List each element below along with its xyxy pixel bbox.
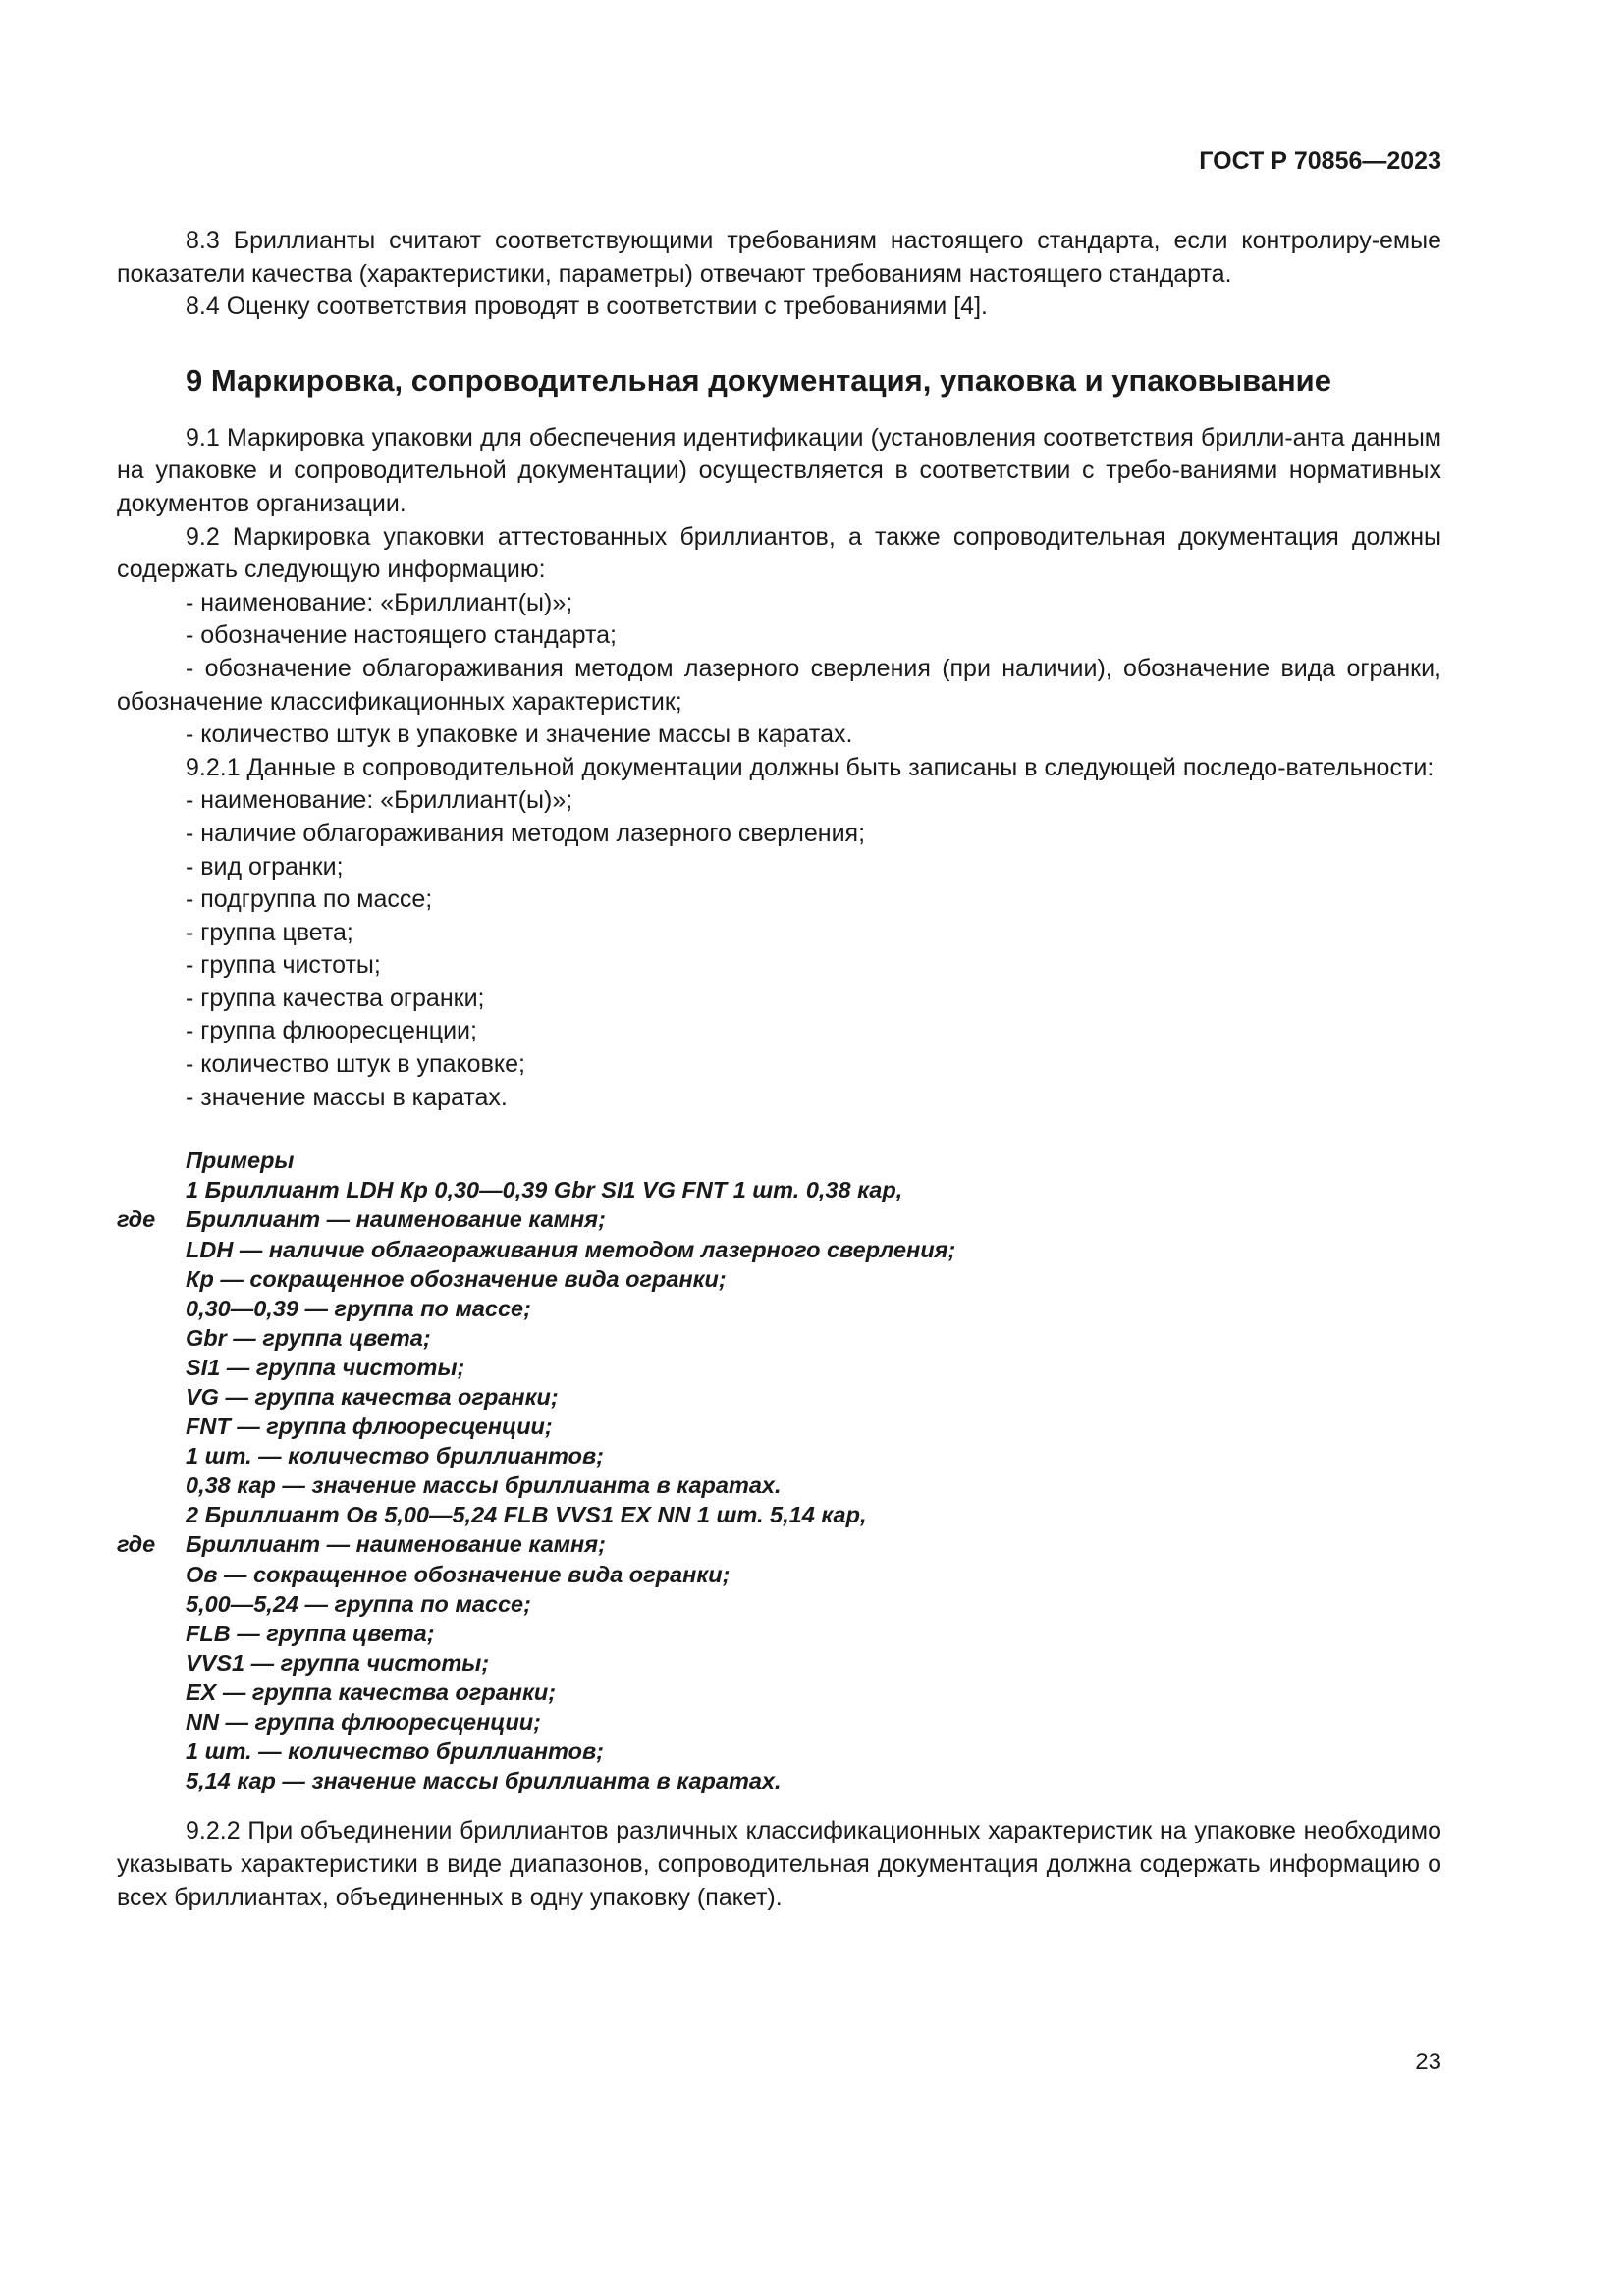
example-line: FLB — группа цвета; xyxy=(186,1620,435,1646)
examples-block xyxy=(117,1146,1441,1795)
example-line xyxy=(117,1204,1441,1234)
example-line: 0,38 кар — значение массы бриллианта в каратах. xyxy=(186,1472,782,1499)
example-line: 1 шт. — количество бриллиантов; xyxy=(186,1443,604,1469)
example-line: SI1 — группа чистоты; xyxy=(186,1354,465,1380)
list-item: - значение массы в каратах. xyxy=(186,1083,508,1111)
where-label: где xyxy=(117,1206,156,1233)
paragraph-9-1: 9.1 Маркировка упаковки для обеспечения идентификации (установления соответствия брилли-анта данным на упаковке и сопроводительной документации) осуществляется в соответствии с требо-ваниями нормативных документов организации. xyxy=(117,423,1441,517)
list-item: - наименование: «Бриллиант(ы)»; xyxy=(186,786,573,815)
page-number: 23 xyxy=(1415,2049,1441,2075)
paragraph-9-2: 9.2 Маркировка упаковки аттестованных бриллиантов, а также сопроводительная документация должны содержать следующую информацию: xyxy=(117,522,1441,584)
list-item: - группа качества огранки; xyxy=(186,984,485,1012)
example-line: Gbr — группа цвета; xyxy=(186,1324,431,1351)
example-line xyxy=(117,1529,1441,1559)
list-item: - обозначение настоящего стандарта; xyxy=(186,621,617,650)
example-line: 5,14 кар — значение массы бриллианта в каратах. xyxy=(186,1768,782,1794)
page-content xyxy=(117,225,1441,1914)
list-item: - группа цвета; xyxy=(186,918,353,946)
example-line: 0,30—0,39 — группа по массе; xyxy=(186,1295,531,1321)
standard-id: ГОСТ Р 70856—2023 xyxy=(1199,147,1441,175)
list-item: - группа чистоты; xyxy=(186,951,381,980)
list-item: - наименование: «Бриллиант(ы)»; xyxy=(186,588,573,616)
example-line: VVS1 — группа чистоты; xyxy=(186,1649,490,1676)
paragraph-8-4: 8.4 Оценку соответствия проводят в соответствии с требованиями [4]. xyxy=(186,293,988,321)
example-line: VG — группа качества огранки; xyxy=(186,1384,559,1410)
example-line: EX — группа качества огранки; xyxy=(186,1679,557,1705)
list-item: - группа флюоресценции; xyxy=(186,1017,477,1045)
paragraph-9-2-1: 9.2.1 Данные в сопроводительной документации должны быть записаны в следующей последо-вательности: xyxy=(186,753,1435,781)
example-line: LDH — наличие облагораживания методом лазерного сверления; xyxy=(186,1236,956,1262)
example-line: NN — группа флюоресценции; xyxy=(186,1709,541,1735)
example-line: FNT — группа флюоресценции; xyxy=(186,1414,553,1440)
example-line-text: Бриллиант — наименование камня; xyxy=(186,1531,606,1558)
where-label: где xyxy=(117,1531,156,1558)
example-line: Кр — сокращенное обозначение вида огранки; xyxy=(186,1265,727,1292)
list-item: - вид огранки; xyxy=(186,852,344,881)
list-item: - подгруппа по массе; xyxy=(186,885,433,914)
example-line-text: Бриллиант — наименование камня; xyxy=(186,1206,606,1233)
list-item: - количество штук в упаковке; xyxy=(186,1050,525,1079)
paragraph-9-2-2: 9.2.2 При объединении бриллиантов различных классификационных характеристик на упаковке необходимо указывать характеристики в виде диапазонов, сопроводительная документация должна содержать информацию о всех бриллиантах, объединенных в одну упаковку (пакет). xyxy=(117,1817,1441,1911)
example-line: 5,00—5,24 — группа по массе; xyxy=(186,1590,531,1617)
paragraph-8-3: 8.3 Бриллианты считают соответствующими требованиям настоящего стандарта, если контролиру-емые показатели качества (характеристики, параметры) отвечают требованиям настоящего стандарта. xyxy=(117,227,1441,288)
list-item: - количество штук в упаковке и значение массы в каратах. xyxy=(186,721,853,749)
example-2-title: 2 Бриллиант Ов 5,00—5,24 FLB VVS1 EX NN 1 шт. 5,14 кар, xyxy=(186,1502,867,1528)
example-1-title: 1 Бриллиант LDH Кр 0,30—0,39 Gbr SI1 VG FNT 1 шт. 0,38 кар, xyxy=(186,1177,903,1203)
section-9-heading: 9 Маркировка, сопроводительная документация, упаковка и упаковывание xyxy=(186,362,1331,398)
list-item: - обозначение облагораживания методом лазерного сверления (при наличии), обозначение вида огранки, обозначение классификационных характеристик; xyxy=(117,654,1441,716)
example-line: Ов — сокращенное обозначение вида огранки; xyxy=(186,1561,731,1587)
example-line: 1 шт. — количество бриллиантов; xyxy=(186,1738,604,1765)
examples-heading: Примеры xyxy=(186,1148,295,1174)
list-item: - наличие облагораживания методом лазерного сверления; xyxy=(186,819,866,847)
